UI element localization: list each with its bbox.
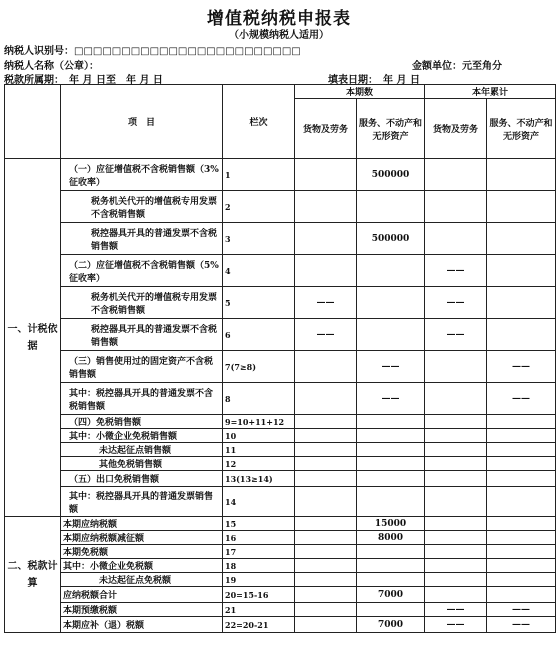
- row-line-number: 22=20-21: [223, 617, 295, 633]
- cell-goods[interactable]: [295, 471, 357, 487]
- row-line-number: 18: [223, 559, 295, 573]
- cell-services[interactable]: [357, 603, 425, 617]
- cell-services[interactable]: ——: [357, 383, 425, 415]
- cell-ytd-services[interactable]: [487, 559, 556, 573]
- cell-goods[interactable]: [295, 429, 357, 443]
- cell-ytd-goods[interactable]: ——: [425, 617, 487, 633]
- table-row: [5, 415, 556, 429]
- cell-services[interactable]: [357, 573, 425, 587]
- row-line-number: 8: [223, 383, 295, 415]
- row-line-number: 21: [223, 603, 295, 617]
- cell-services[interactable]: [357, 429, 425, 443]
- table-row: [5, 471, 556, 487]
- cell-goods[interactable]: [295, 255, 357, 287]
- table-row: [5, 545, 556, 559]
- taxpayer-id-label: 纳税人识别号：: [4, 46, 74, 57]
- table-row: [5, 223, 556, 255]
- cell-services[interactable]: [357, 487, 425, 517]
- cell-services[interactable]: [357, 191, 425, 223]
- cell-ytd-goods[interactable]: [425, 159, 487, 191]
- cell-goods[interactable]: [295, 457, 357, 471]
- row-line-number: 19: [223, 573, 295, 587]
- row-label: 其中：税控器具开具的普通发票不含税销售额: [61, 383, 223, 415]
- cell-ytd-services[interactable]: [487, 319, 556, 351]
- table-row: [5, 531, 556, 545]
- cell-ytd-services[interactable]: [487, 255, 556, 287]
- cell-goods[interactable]: [295, 573, 357, 587]
- section-label-tax-basis: 一、计税依据: [5, 159, 61, 517]
- cell-services[interactable]: 7000: [357, 617, 425, 633]
- cell-ytd-services[interactable]: [487, 487, 556, 517]
- row-label: 本期预缴税额: [61, 603, 223, 617]
- table-row: [5, 603, 556, 617]
- cell-goods[interactable]: [295, 559, 357, 573]
- cell-services[interactable]: 8000: [357, 531, 425, 545]
- col-header-current-services: 服务、不动产和无形资产: [357, 99, 425, 159]
- cell-ytd-services[interactable]: [487, 443, 556, 457]
- row-line-number: 7(7≥8): [223, 351, 295, 383]
- row-line-number: 9=10+11+12: [223, 415, 295, 429]
- table-row: [5, 319, 556, 351]
- cell-ytd-goods[interactable]: [425, 415, 487, 429]
- corner-cell: [5, 85, 61, 159]
- row-line-number: 11: [223, 443, 295, 457]
- cell-goods[interactable]: [295, 617, 357, 633]
- row-line-number: 13(13≥14): [223, 471, 295, 487]
- cell-ytd-services[interactable]: ——: [487, 617, 556, 633]
- row-label: 税控器具开具的普通发票不含税销售额: [61, 223, 223, 255]
- table-row: [5, 587, 556, 603]
- cell-ytd-goods[interactable]: [425, 223, 487, 255]
- cell-services[interactable]: [357, 319, 425, 351]
- cell-services[interactable]: 15000: [357, 517, 425, 531]
- table-row: [5, 159, 556, 191]
- row-line-number: 5: [223, 287, 295, 319]
- cell-goods[interactable]: [295, 545, 357, 559]
- table-row: [5, 517, 556, 531]
- cell-services[interactable]: [357, 457, 425, 471]
- col-header-line: 栏次: [223, 85, 295, 159]
- cell-services[interactable]: [357, 443, 425, 457]
- cell-ytd-services[interactable]: [487, 223, 556, 255]
- table-row: [5, 617, 556, 633]
- cell-ytd-goods[interactable]: [425, 471, 487, 487]
- col-header-ytd-goods: 货物及劳务: [425, 99, 487, 159]
- cell-ytd-services[interactable]: ——: [487, 351, 556, 383]
- cell-services[interactable]: [357, 471, 425, 487]
- cell-ytd-goods[interactable]: ——: [425, 287, 487, 319]
- cell-goods[interactable]: [295, 587, 357, 603]
- cell-ytd-goods[interactable]: [425, 531, 487, 545]
- table-row: [5, 429, 556, 443]
- cell-ytd-services[interactable]: [487, 573, 556, 587]
- cell-services[interactable]: 500000: [357, 159, 425, 191]
- row-line-number: 10: [223, 429, 295, 443]
- cell-ytd-goods[interactable]: [425, 587, 487, 603]
- cell-goods[interactable]: ——: [295, 319, 357, 351]
- cell-services[interactable]: [357, 545, 425, 559]
- form-title: 增值税纳税申报表: [207, 9, 351, 29]
- cell-ytd-goods[interactable]: ——: [425, 603, 487, 617]
- row-label: 应纳税额合计: [61, 587, 223, 603]
- row-line-number: 17: [223, 545, 295, 559]
- row-label: （五）出口免税销售额: [61, 471, 223, 487]
- row-line-number: 3: [223, 223, 295, 255]
- table-row: [5, 573, 556, 587]
- cell-services[interactable]: 7000: [357, 587, 425, 603]
- table-row: [5, 383, 556, 415]
- cell-goods[interactable]: [295, 223, 357, 255]
- tax-period-label: 税款所属期： 年 月 日至 年 月 日: [4, 75, 163, 86]
- row-line-number: 16: [223, 531, 295, 545]
- cell-ytd-goods[interactable]: [425, 429, 487, 443]
- col-header-current-goods: 货物及劳务: [295, 99, 357, 159]
- cell-ytd-services[interactable]: [487, 531, 556, 545]
- cell-goods[interactable]: [295, 517, 357, 531]
- row-label: 其中：小微企业免税销售额: [61, 429, 223, 443]
- cell-ytd-goods[interactable]: [425, 457, 487, 471]
- row-label: 税控器具开具的普通发票不含税销售额: [61, 319, 223, 351]
- row-label: 其他免税销售额: [61, 457, 223, 471]
- row-line-number: 2: [223, 191, 295, 223]
- table-row: [5, 287, 556, 319]
- cell-services[interactable]: [357, 255, 425, 287]
- cell-ytd-goods[interactable]: [425, 383, 487, 415]
- cell-ytd-goods[interactable]: ——: [425, 319, 487, 351]
- cell-ytd-goods[interactable]: ——: [425, 255, 487, 287]
- row-label: 本期应补（退）税额: [61, 617, 223, 633]
- cell-goods[interactable]: [295, 159, 357, 191]
- table-row: [5, 255, 556, 287]
- row-label: 其中：税控器具开具的普通发票销售额: [61, 487, 223, 517]
- row-line-number: 4: [223, 255, 295, 287]
- table-row: [5, 457, 556, 471]
- row-line-number: 20=15-16: [223, 587, 295, 603]
- cell-services[interactable]: [357, 415, 425, 429]
- cell-goods[interactable]: [295, 383, 357, 415]
- cell-ytd-services[interactable]: [487, 159, 556, 191]
- form-subtitle: （小规模纳税人适用）: [229, 30, 329, 41]
- row-label: （三）销售使用过的固定资产不含税销售额: [61, 351, 223, 383]
- cell-ytd-goods[interactable]: [425, 191, 487, 223]
- table-row: [5, 351, 556, 383]
- cell-goods[interactable]: ——: [295, 287, 357, 319]
- table-row: [5, 443, 556, 457]
- col-header-item: 项 目: [61, 85, 223, 159]
- table-row: [5, 191, 556, 223]
- cell-goods[interactable]: [295, 443, 357, 457]
- cell-services[interactable]: [357, 559, 425, 573]
- cell-services[interactable]: 500000: [357, 223, 425, 255]
- row-label: 本期应纳税额: [61, 517, 223, 531]
- cell-goods[interactable]: [295, 531, 357, 545]
- row-line-number: 6: [223, 319, 295, 351]
- row-label: 未达起征点销售额: [61, 443, 223, 457]
- row-label: 本期应纳税额减征额: [61, 531, 223, 545]
- row-line-number: 12: [223, 457, 295, 471]
- row-label: （四）免税销售额: [61, 415, 223, 429]
- row-label: 本期免税额: [61, 545, 223, 559]
- cell-ytd-services[interactable]: [487, 457, 556, 471]
- row-line-number: 1: [223, 159, 295, 191]
- table-row: [5, 487, 556, 517]
- col-header-current: 本期数: [295, 85, 425, 99]
- section-label-tax-calc: 二、税款计算: [5, 517, 61, 633]
- row-line-number: 15: [223, 517, 295, 531]
- row-label: （一）应征增值税不含税销售额（3%征收率）: [61, 159, 223, 191]
- row-label: 税务机关代开的增值税专用发票不含税销售额: [61, 191, 223, 223]
- col-header-ytd: 本年累计: [425, 85, 556, 99]
- cell-ytd-services[interactable]: [487, 415, 556, 429]
- cell-services[interactable]: [357, 287, 425, 319]
- taxpayer-name-label: 纳税人名称（公章）：: [4, 61, 99, 72]
- cell-ytd-services[interactable]: [487, 191, 556, 223]
- cell-ytd-services[interactable]: [487, 429, 556, 443]
- fill-date-label: 填表日期： 年 月 日: [328, 75, 420, 86]
- row-label: 未达起征点免税额: [61, 573, 223, 587]
- table-row: [5, 559, 556, 573]
- cell-ytd-goods[interactable]: [425, 573, 487, 587]
- row-label: 税务机关代开的增值税专用发票不含税销售额: [61, 287, 223, 319]
- row-line-number: 14: [223, 487, 295, 517]
- cell-goods[interactable]: [295, 191, 357, 223]
- cell-ytd-goods[interactable]: [425, 559, 487, 573]
- cell-ytd-goods[interactable]: [425, 487, 487, 517]
- cell-ytd-services[interactable]: [487, 287, 556, 319]
- row-label: 其中：小微企业免税额: [61, 559, 223, 573]
- taxpayer-id-boxes[interactable]: □□□□□□□□□□□□□□□□□□□□□□□□: [74, 46, 301, 57]
- cell-ytd-goods[interactable]: [425, 517, 487, 531]
- cell-ytd-goods[interactable]: [425, 351, 487, 383]
- cell-ytd-services[interactable]: [487, 471, 556, 487]
- amount-unit: 金额单位：元至角分: [412, 61, 502, 72]
- cell-goods[interactable]: [295, 487, 357, 517]
- cell-ytd-services[interactable]: [487, 545, 556, 559]
- cell-ytd-services[interactable]: ——: [487, 383, 556, 415]
- cell-ytd-services[interactable]: [487, 587, 556, 603]
- cell-goods[interactable]: [295, 603, 357, 617]
- cell-ytd-services[interactable]: ——: [487, 603, 556, 617]
- cell-ytd-services[interactable]: [487, 517, 556, 531]
- cell-ytd-goods[interactable]: [425, 443, 487, 457]
- taxpayer-id-row: [4, 42, 301, 57]
- row-label: （二）应征增值税不含税销售额（5%征收率）: [61, 255, 223, 287]
- cell-goods[interactable]: [295, 351, 357, 383]
- cell-services[interactable]: ——: [357, 351, 425, 383]
- tax-return-table: [4, 84, 556, 633]
- cell-ytd-goods[interactable]: [425, 545, 487, 559]
- col-header-ytd-services: 服务、不动产和无形资产: [487, 99, 556, 159]
- cell-goods[interactable]: [295, 415, 357, 429]
